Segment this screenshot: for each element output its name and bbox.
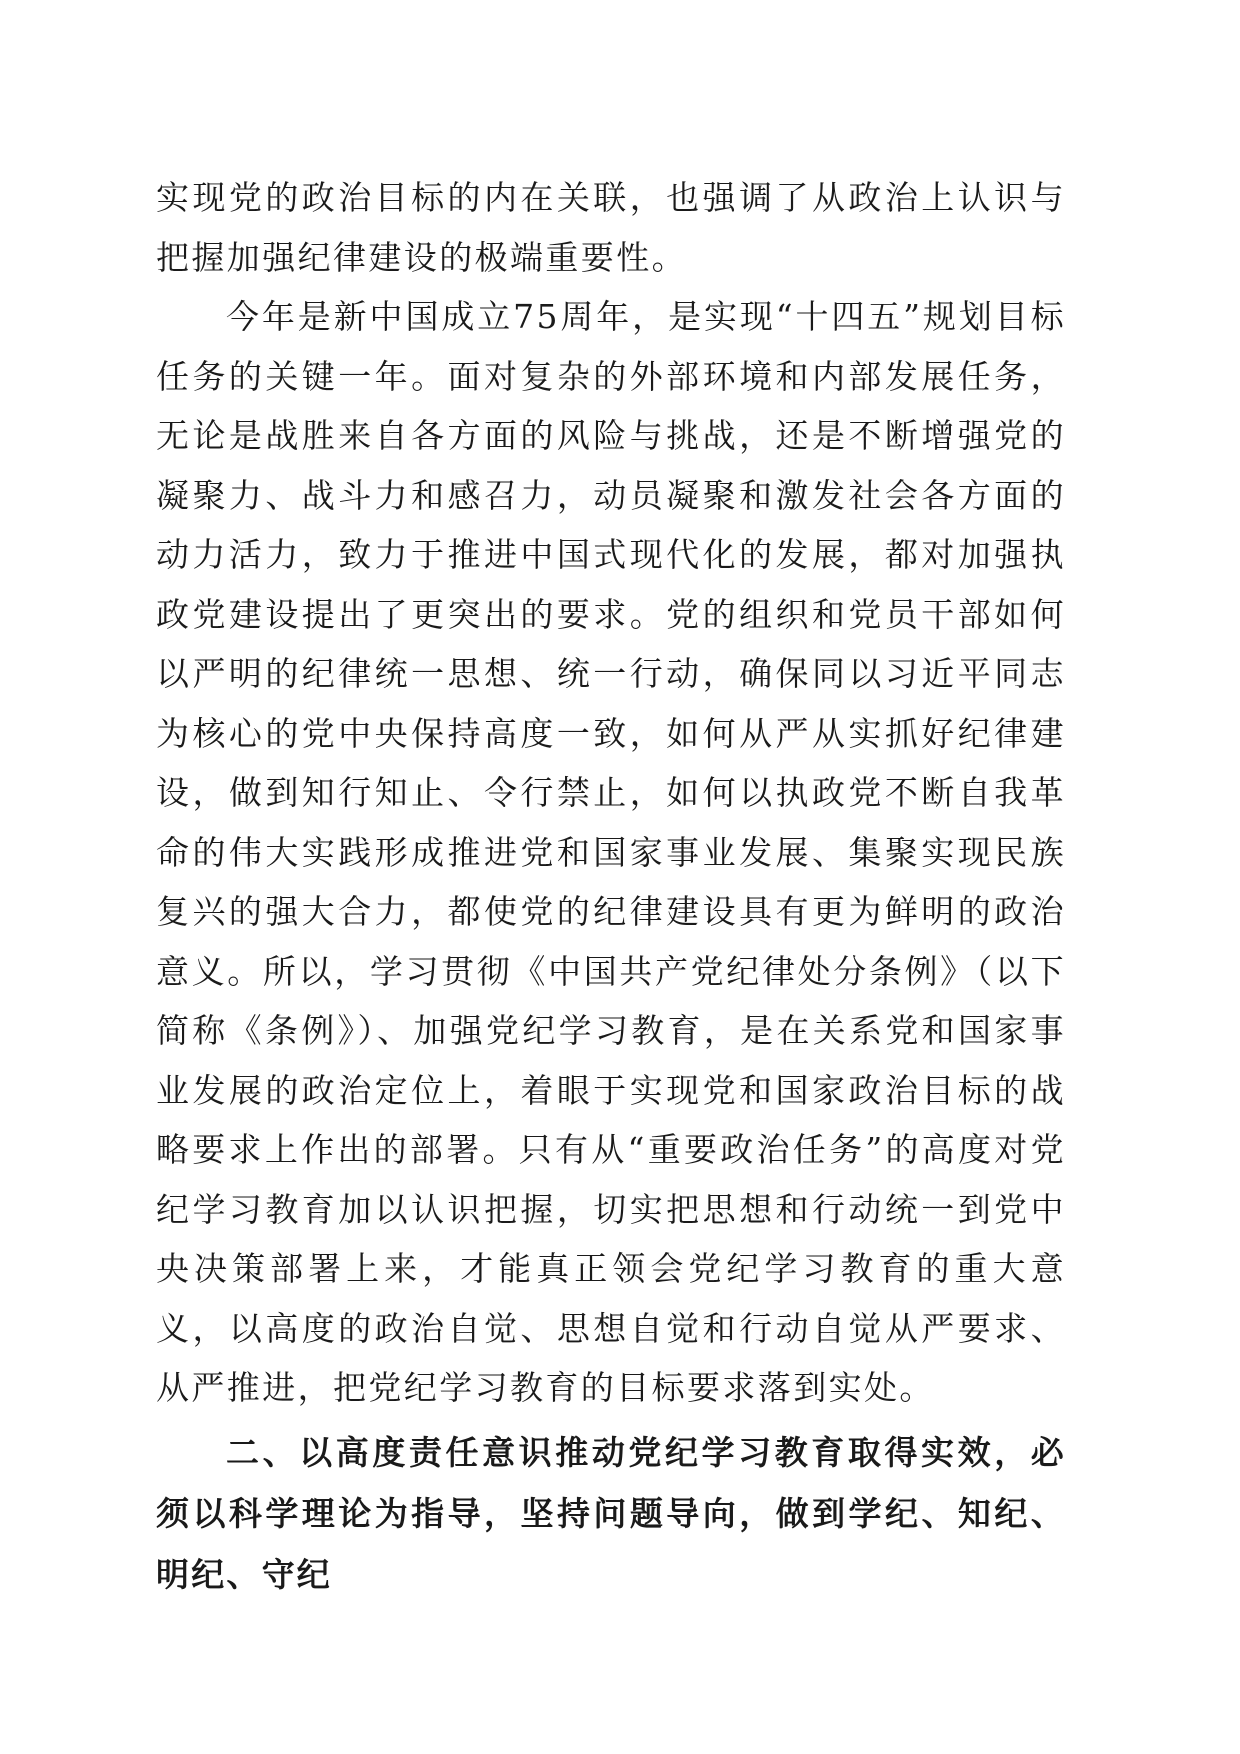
paragraph-continuation: 实现党的政治目标的内在关联，也强调了从政治上认识与把握加强纪律建设的极端重要性。 [156,178,1066,277]
document-body [156,168,1066,1605]
paragraph-main: 今年是新中国成立75周年，是实现“十四五”规划目标任务的关键一年。面对复杂的外部环境和内部发展任务，无论是战胜来自各方面的风险与挑战，还是不断增强党的凝聚力、战斗力和感召力，动员凝聚和激发社会各方面的动力活力，致力于推进中国式现代化的发展，都对加强执政党建设提出了更突出的要求。党的组织和党员干部如何以严明的纪律统一思想、统一行动，确保同以习近平同志为核心的党中央保持高度一致，如何从严从实抓好纪律建设，做到知行知止、令行禁止，如何以执政党不断自我革命的伟大实践形成推进党和国家事业发展、集聚实现民族复兴的强大合力，都使党的纪律建设具有更为鲜明的政治意义。所以，学习贯彻《中国共产党纪律处分条例》（以下简称《条例》）、加强党纪学习教育，是在关系党和国家事业发展的政治定位上，着眼于实现党和国家政治目标的战略要求上作出的部署。只有从“重要政治任务”的高度对党纪学习教育加以认识把握，切实把思想和行动统一到党中央决策部署上来，才能真正领会党纪学习教育的重大意义，以高度的政治自觉、思想自觉和行动自觉从严要求、从严推进，把党纪学习教育的目标要求落到实处。 [156,297,1066,1407]
section-heading: 二、以高度责任意识推动党纪学习教育取得实效，必须以科学理论为指导，坚持问题导向，做到学纪、知纪、明纪、守纪 [156,1432,1066,1594]
